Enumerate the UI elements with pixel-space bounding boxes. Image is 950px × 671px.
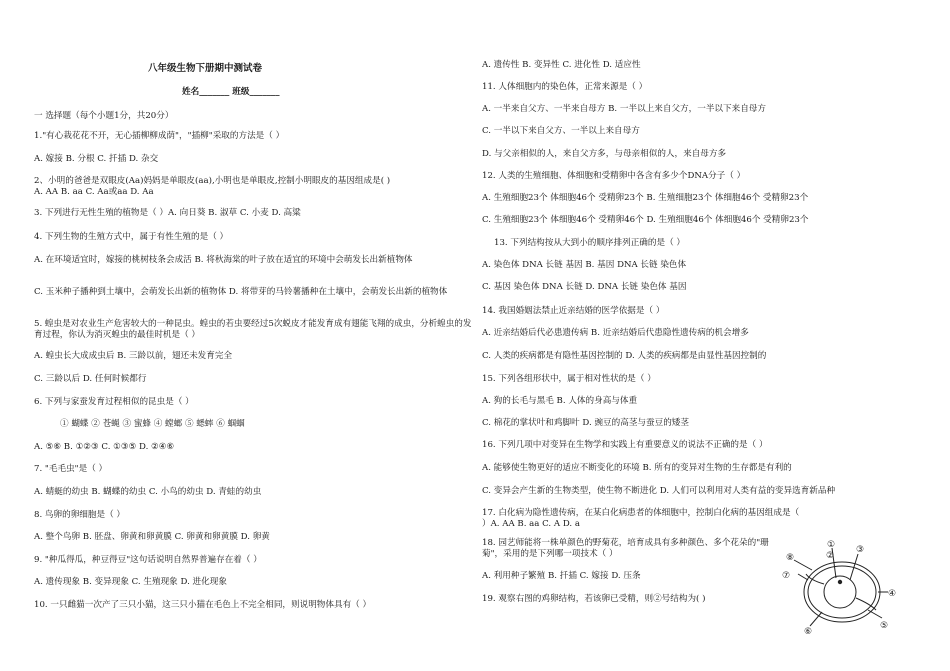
option-line: A. 生殖细胞23个 体细胞46个 受精卵23个 B. 生殖细胞23个 体细胞46个 受精卵23个 [482, 193, 809, 203]
question-line: 10. 一只雌猫一次产了三只小猫，这三只小猫在毛色上不完全相同，则说明物体具有（ ） [34, 600, 372, 610]
option-line: A. 嫁接 B. 分根 C. 扦插 D. 杂交 [34, 154, 159, 164]
option-line: C. 基因 染色体 DNA 长链 D. DNA 长链 染色体 基因 [482, 282, 687, 292]
option-line: A. 狗的长毛与黑毛 B. 人体的身高与体重 [482, 396, 638, 406]
question-line: 4. 下列生物的生殖方式中，属于有性生殖的是（ ） [34, 232, 229, 242]
label-2: ② [826, 551, 835, 561]
egg-shell-outline [804, 562, 880, 622]
option-line: A. 一半来自父方、一半来自母方 B. 一半以上来自父方，一半以下来自母方 [482, 104, 766, 114]
option-line: C. 人类的疾病都是有隐性基因控制的 D. 人类的疾病都是由显性基因控制的 [482, 351, 767, 361]
question-line: 13. 下列结构按从大到小的顺序排列正确的是（ ） [494, 238, 686, 248]
option-line: A. 能够使生物更好的适应不断变化的环境 B. 所有的变异对生物的生存都是有利的 [482, 463, 792, 473]
option-line: A. 利用种子繁殖 B. 扦插 C. 嫁接 D. 压条 [482, 571, 641, 581]
option-line: A. 在环境适宜时，嫁接的桃树枝条会成活 B. 将秋海棠的叶子放在适宜的环境中会萌发长出新植物体 [34, 255, 413, 265]
name-class-line: 姓名_______ 班级_______ [182, 87, 280, 97]
option-line: A. 遗传性 B. 变异性 C. 进化性 D. 适应性 [482, 60, 641, 70]
question-line: 2、小明的爸爸是双眼皮(Aa)妈妈是单眼皮(aa),小明也是单眼皮,控制小明眼皮的基因组成是( ) [34, 176, 391, 186]
option-line: A. 遗传现象 B. 变异现象 C. 生殖现象 D. 进化现象 [34, 577, 227, 587]
label-4: ④ [888, 589, 897, 599]
question-line: 19. 观察右图的鸡卵结构，若该卵已受精，则②号结构为( ) [482, 594, 706, 604]
option-line: A. 染色体 DNA 长链 基因 B. 基因 DNA 长链 染色体 [482, 260, 687, 270]
option-line: C. 生殖细胞23个 体细胞46个 受精卵46个 D. 生殖细胞46个 体细胞46个 受精卵23个 [482, 215, 809, 225]
option-line: A. 整个鸟卵 B. 胚盘、卵黄和卵黄膜 C. 卵黄和卵黄膜 D. 卵黄 [34, 532, 270, 542]
label-6: ⑥ [804, 627, 813, 637]
germinal-disc [838, 580, 842, 584]
question-line: 7. "毛毛虫"是（ ） [34, 464, 108, 474]
label-5: ⑤ [880, 621, 889, 631]
label-8: ⑧ [786, 553, 795, 563]
question-line: 18. 园艺师能将一株单颜色的野菊花，培育成具有多种颜色、多个花朵的"珊菊"，采用的是下列哪一项技术（ ） [482, 538, 769, 559]
label-1: ① [827, 540, 836, 550]
question-line: 9. "种瓜得瓜，种豆得豆"这句话说明自然界普遍存在着（ ） [34, 555, 262, 565]
option-line: A. AA B. aa C. Aa或aa D. Aa [34, 187, 154, 197]
insect-list: ① 蝴蝶 ② 苍蝇 ③ 蜜蜂 ④ 螳螂 ⑤ 蟋蟀 ⑥ 蝈蝈 [60, 419, 245, 429]
shell-membrane [808, 566, 876, 618]
option-line: A. 蝗虫长大成成虫后 B. 三龄以前，翅还未发育完全 [34, 351, 233, 361]
option-line: C. 玉米种子播种到土壤中，会萌发长出新的植物体 D. 将带芽的马铃薯播种在土壤中，会萌发长出新的植物体 [34, 287, 448, 297]
question-line: 6. 下列与家蚕发育过程相似的昆虫是（ ） [34, 397, 194, 407]
section-heading: 一 选择题（每个小题1分，共20分） [34, 111, 174, 121]
option-line: D. 与父亲相似的人，来自父方多，与母亲相似的人，来自母方多 [482, 149, 727, 159]
pointer-line [868, 610, 882, 618]
question-line: 11. 人体细胞内的染色体，正常来源是（ ） [482, 82, 648, 92]
option-line: A. 近亲结婚后代必患遗传病 B. 近亲结婚后代患隐性遗传病的机会增多 [482, 328, 749, 338]
label-7: ⑦ [782, 571, 791, 581]
question-line: 15. 下列各组形状中，属于相对性状的是（ ） [482, 374, 656, 384]
option-line: ）A. AA B. aa C. A D. a [482, 519, 581, 529]
question-line: 3. 下列进行无性生殖的植物是（ ）A. 向日葵 B. 淑草 C. 小麦 D. 高粱 [34, 208, 301, 218]
question-line: 17. 白化病为隐性遗传病，在某白化病患者的体细胞中，控制白化病的基因组成是（ [482, 508, 800, 518]
pointer-line [794, 560, 812, 570]
option-line: A. 蜻蜓的幼虫 B. 蝴蝶的幼虫 C. 小鸟的幼虫 D. 青蛙的幼虫 [34, 487, 262, 497]
option-line: C. 三龄以后 D. 任何时候都行 [34, 374, 147, 384]
question-line: 8. 鸟卵的卵细胞是（ ） [34, 510, 126, 520]
option-line: C. 变异会产生新的生物类型，使生物不断进化 D. 人们可以利用对人类有益的变异选育新品种 [482, 486, 836, 496]
question-line: 5. 蝗虫是对农业生产危害较大的一种昆虫。蝗虫的若虫要经过5次蜕皮才能发育成有翅能飞翔的成虫，分析蝗虫的发育过程，你认为消灭蝗虫的最佳时机是（ ） [34, 319, 472, 340]
question-line: 16. 下列几项中对变异在生物学和实践上有重要意义的说法不正确的是（ ） [482, 440, 768, 450]
option-line: C. 棉花的掌状叶和鸡脚叶 D. 豌豆的高茎与蚕豆的矮茎 [482, 418, 689, 428]
label-3: ③ [856, 545, 865, 555]
question-line: 14. 我国婚姻法禁止近亲结婚的医学依据是（ ） [482, 306, 665, 316]
option-line: C. 一半以下来自父方、一半以上来自母方 [482, 126, 640, 136]
exam-title: 八年级生物下册期中测试卷 [148, 63, 263, 74]
question-line: 12. 人类的生殖细胞、体细胞和受精卵中各含有多少个DNA分子（ ） [482, 171, 746, 181]
option-line: A. ⑤⑥ B. ①②③ C. ①③⑤ D. ②④⑥ [34, 442, 175, 452]
chalaza-right [856, 598, 876, 610]
question-line: 1."有心栽花花不开，无心插柳柳成荫"，"插柳"采取的方法是（ ） [34, 131, 285, 141]
egg-structure-diagram [780, 540, 900, 640]
